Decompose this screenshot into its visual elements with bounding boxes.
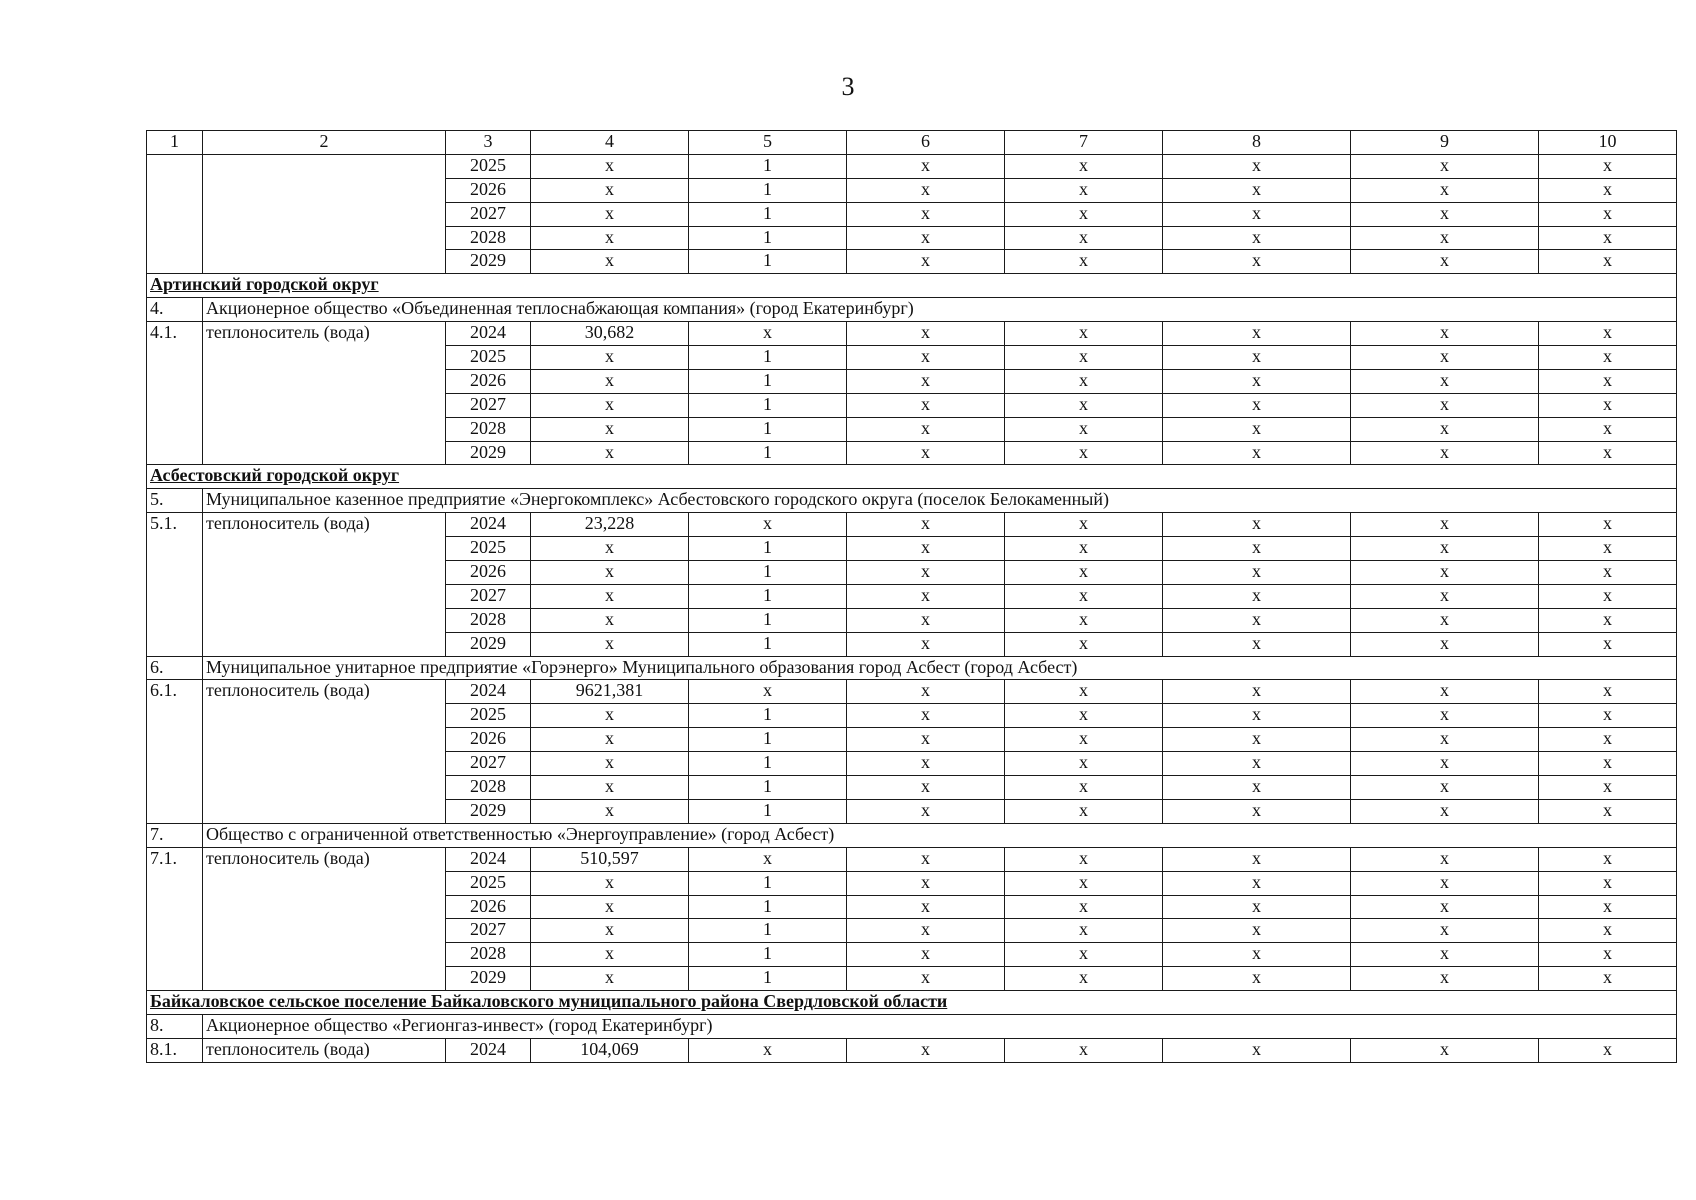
- value-cell: x: [1539, 680, 1677, 704]
- value-cell: 510,597: [531, 847, 689, 871]
- value-cell: x: [1005, 537, 1163, 561]
- year-cell: 2024: [446, 513, 531, 537]
- value-cell: x: [1539, 154, 1677, 178]
- year-cell: 2027: [446, 393, 531, 417]
- value-cell: x: [1351, 226, 1539, 250]
- item-number: 5.: [147, 489, 203, 513]
- value-cell: x: [847, 680, 1005, 704]
- value-cell: x: [1351, 871, 1539, 895]
- resource-label: теплоноситель (вода): [203, 680, 446, 823]
- value-cell: x: [1005, 513, 1163, 537]
- value-cell: 23,228: [531, 513, 689, 537]
- value-cell: x: [1539, 226, 1677, 250]
- value-cell: x: [1005, 417, 1163, 441]
- value-cell: x: [1163, 441, 1351, 465]
- value-cell: x: [847, 799, 1005, 823]
- value-cell: x: [531, 776, 689, 800]
- value-cell: 1: [689, 202, 847, 226]
- value-cell: x: [1163, 871, 1351, 895]
- value-cell: 1: [689, 561, 847, 585]
- value-cell: x: [1351, 513, 1539, 537]
- column-number: 10: [1539, 131, 1677, 155]
- value-cell: x: [847, 608, 1005, 632]
- value-cell: x: [1539, 417, 1677, 441]
- value-cell: x: [1005, 584, 1163, 608]
- value-cell: x: [531, 752, 689, 776]
- year-cell: 2029: [446, 799, 531, 823]
- year-cell: 2028: [446, 943, 531, 967]
- value-cell: x: [1539, 632, 1677, 656]
- sub-item-number: [147, 154, 203, 273]
- year-cell: 2027: [446, 752, 531, 776]
- value-cell: x: [1351, 799, 1539, 823]
- value-cell: x: [531, 967, 689, 991]
- value-cell: x: [847, 226, 1005, 250]
- value-cell: 104,069: [531, 1038, 689, 1062]
- organization-name: Акционерное общество «Объединенная теплоснабжающая компания» (город Екатеринбург): [203, 298, 1677, 322]
- column-number: 3: [446, 131, 531, 155]
- value-cell: x: [1351, 847, 1539, 871]
- value-cell: x: [1351, 1038, 1539, 1062]
- year-cell: 2027: [446, 919, 531, 943]
- year-cell: 2024: [446, 322, 531, 346]
- table-row: [147, 154, 1677, 178]
- section-row: [147, 465, 1677, 489]
- item-number: 8.: [147, 1014, 203, 1038]
- value-cell: x: [1163, 847, 1351, 871]
- value-cell: x: [531, 369, 689, 393]
- organization-row: [147, 298, 1677, 322]
- value-cell: x: [1539, 919, 1677, 943]
- value-cell: 1: [689, 393, 847, 417]
- value-cell: x: [689, 322, 847, 346]
- value-cell: x: [531, 561, 689, 585]
- value-cell: x: [1005, 919, 1163, 943]
- year-cell: 2024: [446, 1038, 531, 1062]
- value-cell: x: [847, 441, 1005, 465]
- value-cell: x: [1005, 704, 1163, 728]
- value-cell: x: [1351, 967, 1539, 991]
- value-cell: x: [1005, 728, 1163, 752]
- year-cell: 2025: [446, 537, 531, 561]
- value-cell: x: [1163, 632, 1351, 656]
- value-cell: x: [847, 728, 1005, 752]
- value-cell: x: [847, 561, 1005, 585]
- value-cell: x: [847, 632, 1005, 656]
- value-cell: x: [847, 513, 1005, 537]
- value-cell: 1: [689, 632, 847, 656]
- value-cell: x: [847, 895, 1005, 919]
- table-row: [147, 847, 1677, 871]
- value-cell: x: [1163, 776, 1351, 800]
- value-cell: x: [1351, 441, 1539, 465]
- value-cell: x: [531, 895, 689, 919]
- resource-label: теплоноситель (вода): [203, 1038, 446, 1062]
- value-cell: 1: [689, 441, 847, 465]
- value-cell: x: [1539, 584, 1677, 608]
- header-row: [147, 131, 1677, 155]
- value-cell: x: [1351, 369, 1539, 393]
- value-cell: x: [531, 346, 689, 370]
- value-cell: x: [1539, 704, 1677, 728]
- year-cell: 2024: [446, 847, 531, 871]
- value-cell: x: [1005, 393, 1163, 417]
- value-cell: x: [1005, 799, 1163, 823]
- value-cell: x: [1351, 250, 1539, 274]
- value-cell: x: [847, 871, 1005, 895]
- value-cell: 1: [689, 799, 847, 823]
- value-cell: x: [1005, 1038, 1163, 1062]
- value-cell: x: [1163, 226, 1351, 250]
- value-cell: x: [1005, 322, 1163, 346]
- value-cell: x: [1163, 584, 1351, 608]
- value-cell: x: [1351, 346, 1539, 370]
- value-cell: x: [1163, 202, 1351, 226]
- year-cell: 2025: [446, 346, 531, 370]
- value-cell: x: [531, 728, 689, 752]
- value-cell: x: [1539, 561, 1677, 585]
- value-cell: x: [1351, 178, 1539, 202]
- value-cell: 1: [689, 752, 847, 776]
- value-cell: x: [1163, 369, 1351, 393]
- resource-label: теплоноситель (вода): [203, 847, 446, 990]
- value-cell: x: [531, 417, 689, 441]
- column-number: 9: [1351, 131, 1539, 155]
- value-cell: x: [1163, 680, 1351, 704]
- value-cell: 1: [689, 537, 847, 561]
- value-cell: x: [1539, 895, 1677, 919]
- value-cell: x: [1005, 250, 1163, 274]
- value-cell: x: [1163, 346, 1351, 370]
- value-cell: 1: [689, 608, 847, 632]
- value-cell: x: [531, 154, 689, 178]
- sub-item-number: 4.1.: [147, 322, 203, 465]
- resource-label: [203, 154, 446, 273]
- value-cell: x: [1163, 513, 1351, 537]
- value-cell: x: [531, 441, 689, 465]
- value-cell: x: [1163, 561, 1351, 585]
- value-cell: 1: [689, 584, 847, 608]
- value-cell: x: [1539, 847, 1677, 871]
- value-cell: x: [1005, 847, 1163, 871]
- item-number: 4.: [147, 298, 203, 322]
- value-cell: x: [1351, 417, 1539, 441]
- column-number: 1: [147, 131, 203, 155]
- value-cell: x: [1351, 537, 1539, 561]
- year-cell: 2029: [446, 250, 531, 274]
- sub-item-number: 8.1.: [147, 1038, 203, 1062]
- section-title: Асбестовский городской округ: [147, 465, 1677, 489]
- value-cell: x: [531, 250, 689, 274]
- organization-row: [147, 1014, 1677, 1038]
- value-cell: x: [847, 584, 1005, 608]
- value-cell: x: [1163, 250, 1351, 274]
- value-cell: x: [1351, 608, 1539, 632]
- value-cell: x: [847, 178, 1005, 202]
- value-cell: x: [847, 369, 1005, 393]
- value-cell: x: [531, 632, 689, 656]
- value-cell: x: [1005, 369, 1163, 393]
- value-cell: x: [1539, 369, 1677, 393]
- resource-label: теплоноситель (вода): [203, 513, 446, 656]
- column-number: 7: [1005, 131, 1163, 155]
- value-cell: x: [1005, 680, 1163, 704]
- column-number: 8: [1163, 131, 1351, 155]
- table-row: [147, 322, 1677, 346]
- year-cell: 2024: [446, 680, 531, 704]
- value-cell: x: [1163, 1038, 1351, 1062]
- resource-label: теплоноситель (вода): [203, 322, 446, 465]
- section-title: Байкаловское сельское поселение Байкаловского муниципального района Свердловской области: [147, 991, 1677, 1015]
- value-cell: 1: [689, 919, 847, 943]
- value-cell: 1: [689, 895, 847, 919]
- value-cell: x: [531, 393, 689, 417]
- item-number: 7.: [147, 823, 203, 847]
- item-number: 6.: [147, 656, 203, 680]
- table-row: [147, 680, 1677, 704]
- value-cell: x: [1351, 704, 1539, 728]
- value-cell: x: [847, 322, 1005, 346]
- value-cell: x: [1005, 346, 1163, 370]
- value-cell: x: [531, 608, 689, 632]
- table-row: [147, 513, 1677, 537]
- value-cell: x: [1539, 441, 1677, 465]
- value-cell: x: [1539, 393, 1677, 417]
- value-cell: 1: [689, 943, 847, 967]
- value-cell: x: [1351, 154, 1539, 178]
- value-cell: x: [1005, 178, 1163, 202]
- year-cell: 2028: [446, 776, 531, 800]
- value-cell: 9621,381: [531, 680, 689, 704]
- value-cell: x: [1163, 178, 1351, 202]
- value-cell: x: [1539, 871, 1677, 895]
- value-cell: x: [1539, 537, 1677, 561]
- year-cell: 2027: [446, 202, 531, 226]
- sub-item-number: 6.1.: [147, 680, 203, 823]
- year-cell: 2026: [446, 561, 531, 585]
- value-cell: x: [1163, 154, 1351, 178]
- value-cell: x: [1163, 919, 1351, 943]
- page-number: 3: [841, 72, 855, 101]
- value-cell: x: [847, 393, 1005, 417]
- value-cell: x: [531, 704, 689, 728]
- value-cell: x: [1539, 513, 1677, 537]
- value-cell: x: [1351, 322, 1539, 346]
- value-cell: x: [1005, 561, 1163, 585]
- value-cell: x: [1005, 154, 1163, 178]
- year-cell: 2028: [446, 608, 531, 632]
- value-cell: x: [1005, 608, 1163, 632]
- value-cell: x: [1539, 752, 1677, 776]
- column-number: 2: [203, 131, 446, 155]
- year-cell: 2028: [446, 417, 531, 441]
- value-cell: x: [1539, 967, 1677, 991]
- value-cell: x: [531, 943, 689, 967]
- organization-name: Акционерное общество «Регионгаз-инвест» (город Екатеринбург): [203, 1014, 1677, 1038]
- value-cell: x: [1539, 728, 1677, 752]
- year-cell: 2026: [446, 369, 531, 393]
- value-cell: x: [847, 1038, 1005, 1062]
- value-cell: 1: [689, 967, 847, 991]
- value-cell: x: [1351, 752, 1539, 776]
- value-cell: x: [689, 1038, 847, 1062]
- value-cell: x: [1163, 799, 1351, 823]
- table-row: [147, 1038, 1677, 1062]
- value-cell: 30,682: [531, 322, 689, 346]
- value-cell: x: [531, 871, 689, 895]
- value-cell: x: [1005, 202, 1163, 226]
- sub-item-number: 5.1.: [147, 513, 203, 656]
- year-cell: 2029: [446, 967, 531, 991]
- value-cell: 1: [689, 776, 847, 800]
- value-cell: x: [847, 250, 1005, 274]
- year-cell: 2029: [446, 441, 531, 465]
- value-cell: x: [1539, 608, 1677, 632]
- value-cell: 1: [689, 178, 847, 202]
- year-cell: 2026: [446, 178, 531, 202]
- value-cell: x: [1539, 250, 1677, 274]
- year-cell: 2029: [446, 632, 531, 656]
- value-cell: x: [1539, 799, 1677, 823]
- value-cell: x: [689, 513, 847, 537]
- value-cell: x: [1005, 226, 1163, 250]
- year-cell: 2025: [446, 871, 531, 895]
- value-cell: x: [1539, 178, 1677, 202]
- year-cell: 2025: [446, 154, 531, 178]
- value-cell: x: [689, 847, 847, 871]
- value-cell: x: [1351, 584, 1539, 608]
- value-cell: x: [847, 537, 1005, 561]
- value-cell: x: [1163, 608, 1351, 632]
- value-cell: x: [531, 537, 689, 561]
- year-cell: 2028: [446, 226, 531, 250]
- value-cell: x: [1539, 943, 1677, 967]
- value-cell: x: [531, 202, 689, 226]
- value-cell: x: [1539, 776, 1677, 800]
- value-cell: x: [847, 346, 1005, 370]
- value-cell: 1: [689, 250, 847, 274]
- value-cell: 1: [689, 871, 847, 895]
- value-cell: x: [1005, 871, 1163, 895]
- value-cell: x: [1539, 1038, 1677, 1062]
- value-cell: x: [1351, 561, 1539, 585]
- value-cell: x: [531, 226, 689, 250]
- value-cell: x: [847, 154, 1005, 178]
- column-number: 6: [847, 131, 1005, 155]
- organization-name: Общество с ограниченной ответственностью «Энергоуправление» (город Асбест): [203, 823, 1677, 847]
- value-cell: x: [531, 799, 689, 823]
- value-cell: 1: [689, 346, 847, 370]
- sub-item-number: 7.1.: [147, 847, 203, 990]
- value-cell: x: [1163, 704, 1351, 728]
- value-cell: x: [847, 943, 1005, 967]
- value-cell: x: [847, 967, 1005, 991]
- value-cell: x: [847, 704, 1005, 728]
- organization-row: [147, 656, 1677, 680]
- value-cell: 1: [689, 369, 847, 393]
- value-cell: x: [1163, 537, 1351, 561]
- value-cell: x: [1005, 752, 1163, 776]
- value-cell: x: [1163, 393, 1351, 417]
- value-cell: x: [847, 417, 1005, 441]
- value-cell: x: [1005, 967, 1163, 991]
- value-cell: x: [531, 584, 689, 608]
- value-cell: x: [1163, 943, 1351, 967]
- value-cell: 1: [689, 154, 847, 178]
- value-cell: 1: [689, 417, 847, 441]
- organization-row: [147, 489, 1677, 513]
- value-cell: x: [1005, 943, 1163, 967]
- organization-name: Муниципальное унитарное предприятие «Горэнерго» Муниципального образования город Асбест (город Асбест): [203, 656, 1677, 680]
- year-cell: 2025: [446, 704, 531, 728]
- tariff-table: [146, 130, 1677, 1063]
- value-cell: x: [689, 680, 847, 704]
- value-cell: 1: [689, 728, 847, 752]
- column-number: 4: [531, 131, 689, 155]
- value-cell: x: [847, 847, 1005, 871]
- year-cell: 2026: [446, 728, 531, 752]
- value-cell: x: [1005, 441, 1163, 465]
- value-cell: 1: [689, 226, 847, 250]
- value-cell: x: [1005, 776, 1163, 800]
- value-cell: x: [1005, 895, 1163, 919]
- year-cell: 2026: [446, 895, 531, 919]
- value-cell: x: [1351, 728, 1539, 752]
- value-cell: x: [1539, 202, 1677, 226]
- value-cell: x: [1351, 393, 1539, 417]
- organization-name: Муниципальное казенное предприятие «Энергокомплекс» Асбестовского городского округа (поселок Белокаменный): [203, 489, 1677, 513]
- value-cell: x: [1539, 322, 1677, 346]
- value-cell: x: [1163, 322, 1351, 346]
- value-cell: x: [1351, 202, 1539, 226]
- value-cell: x: [1163, 752, 1351, 776]
- column-number: 5: [689, 131, 847, 155]
- value-cell: x: [1163, 417, 1351, 441]
- value-cell: x: [847, 919, 1005, 943]
- year-cell: 2027: [446, 584, 531, 608]
- value-cell: 1: [689, 704, 847, 728]
- value-cell: x: [847, 202, 1005, 226]
- value-cell: x: [1351, 632, 1539, 656]
- value-cell: x: [1351, 919, 1539, 943]
- section-row: [147, 991, 1677, 1015]
- value-cell: x: [847, 752, 1005, 776]
- value-cell: x: [1163, 967, 1351, 991]
- value-cell: x: [531, 919, 689, 943]
- value-cell: x: [531, 178, 689, 202]
- value-cell: x: [1163, 728, 1351, 752]
- value-cell: x: [1351, 680, 1539, 704]
- value-cell: x: [1163, 895, 1351, 919]
- value-cell: x: [1351, 895, 1539, 919]
- section-row: [147, 274, 1677, 298]
- value-cell: x: [1539, 346, 1677, 370]
- value-cell: x: [1005, 632, 1163, 656]
- value-cell: x: [847, 776, 1005, 800]
- section-title: Артинский городской округ: [147, 274, 1677, 298]
- value-cell: x: [1351, 943, 1539, 967]
- value-cell: x: [1351, 776, 1539, 800]
- organization-row: [147, 823, 1677, 847]
